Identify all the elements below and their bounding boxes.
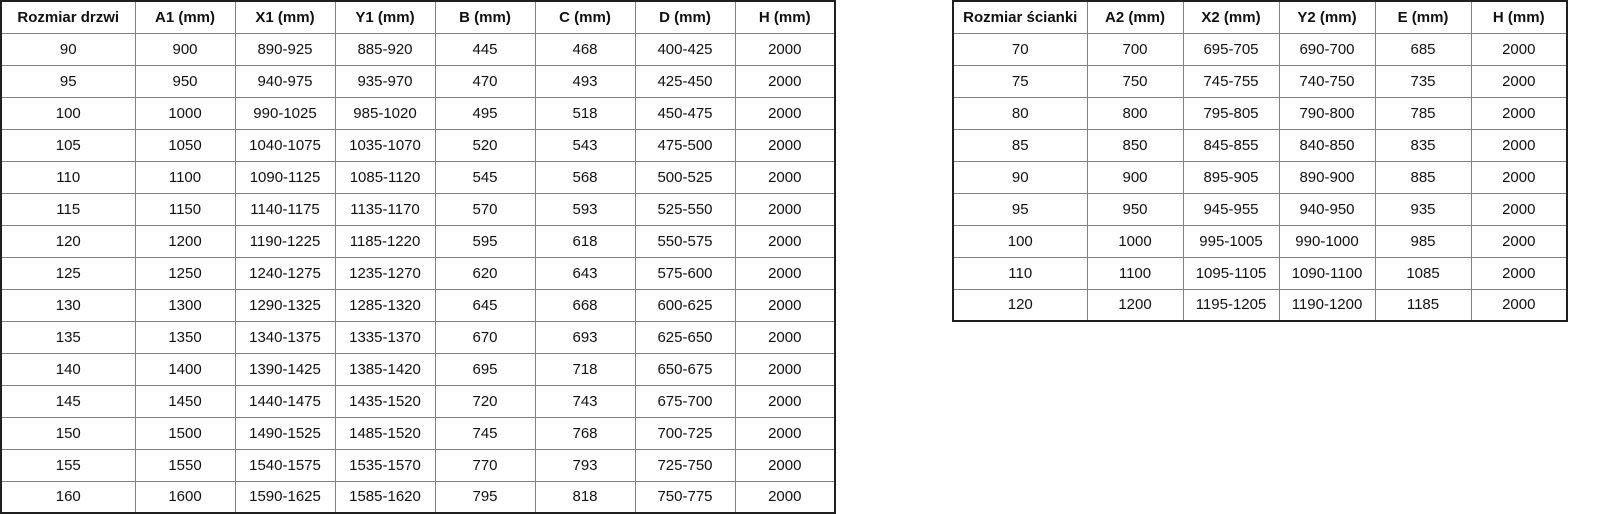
table-cell: 990-1000 — [1279, 225, 1375, 257]
table-cell: 1240-1275 — [235, 257, 335, 289]
column-header: A2 (mm) — [1087, 1, 1183, 33]
table-row — [953, 97, 1567, 129]
table-cell: 1140-1175 — [235, 193, 335, 225]
table-cell: 95 — [1, 65, 135, 97]
table-cell: 120 — [953, 289, 1087, 321]
column-header: B (mm) — [435, 1, 535, 33]
table-cell: 990-1025 — [235, 97, 335, 129]
table-cell: 475-500 — [635, 129, 735, 161]
table-cell: 2000 — [735, 129, 835, 161]
table-cell: 840-850 — [1279, 129, 1375, 161]
table-cell: 625-650 — [635, 321, 735, 353]
table-row — [953, 257, 1567, 289]
table-cell: 1185-1220 — [335, 225, 435, 257]
table-cell: 90 — [1, 33, 135, 65]
table-cell: 643 — [535, 257, 635, 289]
table-cell: 1050 — [135, 129, 235, 161]
table-cell: 740-750 — [1279, 65, 1375, 97]
table-cell: 690-700 — [1279, 33, 1375, 65]
table-cell: 768 — [535, 417, 635, 449]
table-cell: 90 — [953, 161, 1087, 193]
table-cell: 1590-1625 — [235, 481, 335, 513]
table-cell: 2000 — [735, 97, 835, 129]
column-header: H (mm) — [735, 1, 835, 33]
table-cell: 700 — [1087, 33, 1183, 65]
table-cell: 695 — [435, 353, 535, 385]
column-header: D (mm) — [635, 1, 735, 33]
table-cell: 1190-1225 — [235, 225, 335, 257]
table-cell: 750 — [1087, 65, 1183, 97]
table-cell: 795 — [435, 481, 535, 513]
header-row — [953, 1, 1567, 33]
table-row — [1, 321, 835, 353]
table-cell: 80 — [953, 97, 1087, 129]
table-cell: 620 — [435, 257, 535, 289]
table-cell: 2000 — [735, 353, 835, 385]
table-cell: 85 — [953, 129, 1087, 161]
table-cell: 1190-1200 — [1279, 289, 1375, 321]
table-cell: 1000 — [1087, 225, 1183, 257]
table-cell: 135 — [1, 321, 135, 353]
table-cell: 618 — [535, 225, 635, 257]
table-row — [953, 65, 1567, 97]
table-cell: 145 — [1, 385, 135, 417]
column-header: A1 (mm) — [135, 1, 235, 33]
table-row — [1, 449, 835, 481]
table-cell: 520 — [435, 129, 535, 161]
table-cell: 750-775 — [635, 481, 735, 513]
column-header: H (mm) — [1471, 1, 1567, 33]
table-cell: 2000 — [1471, 161, 1567, 193]
table-cell: 1540-1575 — [235, 449, 335, 481]
table-row — [1, 33, 835, 65]
table-cell: 500-525 — [635, 161, 735, 193]
table-row — [1, 353, 835, 385]
table-cell: 468 — [535, 33, 635, 65]
table-cell: 1195-1205 — [1183, 289, 1279, 321]
table-cell: 2000 — [1471, 257, 1567, 289]
table-cell: 100 — [953, 225, 1087, 257]
table-cell: 645 — [435, 289, 535, 321]
table-cell: 950 — [135, 65, 235, 97]
table-cell: 1150 — [135, 193, 235, 225]
table-cell: 1100 — [135, 161, 235, 193]
table-row — [953, 129, 1567, 161]
table-cell: 75 — [953, 65, 1087, 97]
table-cell: 2000 — [1471, 289, 1567, 321]
column-header: X1 (mm) — [235, 1, 335, 33]
header-row — [1, 1, 835, 33]
table-row — [953, 161, 1567, 193]
table-cell: 1335-1370 — [335, 321, 435, 353]
table-cell: 155 — [1, 449, 135, 481]
table-cell: 995-1005 — [1183, 225, 1279, 257]
table-cell: 1585-1620 — [335, 481, 435, 513]
table-cell: 985 — [1375, 225, 1471, 257]
table-cell: 2000 — [1471, 225, 1567, 257]
table-row — [953, 289, 1567, 321]
table-cell: 2000 — [735, 417, 835, 449]
column-header: Rozmiar ścianki — [953, 1, 1087, 33]
table-cell: 1490-1525 — [235, 417, 335, 449]
table-cell: 1400 — [135, 353, 235, 385]
table-cell: 545 — [435, 161, 535, 193]
table-cell: 495 — [435, 97, 535, 129]
table-cell: 1600 — [135, 481, 235, 513]
table-cell: 675-700 — [635, 385, 735, 417]
table-cell: 110 — [1, 161, 135, 193]
table-cell: 1550 — [135, 449, 235, 481]
table-cell: 570 — [435, 193, 535, 225]
table-cell: 1390-1425 — [235, 353, 335, 385]
table-cell: 1085 — [1375, 257, 1471, 289]
table-cell: 2000 — [1471, 129, 1567, 161]
table-cell: 125 — [1, 257, 135, 289]
table-cell: 900 — [1087, 161, 1183, 193]
table-cell: 2000 — [735, 449, 835, 481]
table-cell: 1485-1520 — [335, 417, 435, 449]
table-cell: 2000 — [735, 257, 835, 289]
table-cell: 450-475 — [635, 97, 735, 129]
table-cell: 650-675 — [635, 353, 735, 385]
table-cell: 1100 — [1087, 257, 1183, 289]
table-cell: 1040-1075 — [235, 129, 335, 161]
table-row — [953, 33, 1567, 65]
column-header: Y1 (mm) — [335, 1, 435, 33]
table-cell: 935-970 — [335, 65, 435, 97]
table-cell: 445 — [435, 33, 535, 65]
table-cell: 95 — [953, 193, 1087, 225]
table-cell: 890-925 — [235, 33, 335, 65]
table-cell: 695-705 — [1183, 33, 1279, 65]
column-header: X2 (mm) — [1183, 1, 1279, 33]
table-cell: 115 — [1, 193, 135, 225]
table-cell: 795-805 — [1183, 97, 1279, 129]
table-cell: 745 — [435, 417, 535, 449]
table-row — [953, 225, 1567, 257]
table-cell: 1500 — [135, 417, 235, 449]
table-row — [1, 417, 835, 449]
table-row — [953, 193, 1567, 225]
table-cell: 720 — [435, 385, 535, 417]
table-row — [1, 161, 835, 193]
table-cell: 160 — [1, 481, 135, 513]
table-cell: 1235-1270 — [335, 257, 435, 289]
column-header: Y2 (mm) — [1279, 1, 1375, 33]
table-cell: 2000 — [1471, 33, 1567, 65]
table-cell: 1085-1120 — [335, 161, 435, 193]
table-cell: 1035-1070 — [335, 129, 435, 161]
table-cell: 985-1020 — [335, 97, 435, 129]
table-cell: 885-920 — [335, 33, 435, 65]
table-cell: 70 — [953, 33, 1087, 65]
table-row — [1, 129, 835, 161]
table-cell: 743 — [535, 385, 635, 417]
table-cell: 895-905 — [1183, 161, 1279, 193]
table-cell: 1185 — [1375, 289, 1471, 321]
table-cell: 845-855 — [1183, 129, 1279, 161]
table-cell: 850 — [1087, 129, 1183, 161]
table-cell: 2000 — [735, 385, 835, 417]
table-cell: 1090-1125 — [235, 161, 335, 193]
table-cell: 1285-1320 — [335, 289, 435, 321]
column-header: Rozmiar drzwi — [1, 1, 135, 33]
table-cell: 1350 — [135, 321, 235, 353]
table-cell: 2000 — [735, 225, 835, 257]
table-cell: 1250 — [135, 257, 235, 289]
table-cell: 718 — [535, 353, 635, 385]
table-cell: 1440-1475 — [235, 385, 335, 417]
table-cell: 105 — [1, 129, 135, 161]
table-cell: 940-975 — [235, 65, 335, 97]
table-cell: 800 — [1087, 97, 1183, 129]
table-cell: 1000 — [135, 97, 235, 129]
table-cell: 670 — [435, 321, 535, 353]
table-cell: 568 — [535, 161, 635, 193]
table-cell: 1450 — [135, 385, 235, 417]
table-cell: 1200 — [135, 225, 235, 257]
table-cell: 693 — [535, 321, 635, 353]
table-cell: 1095-1105 — [1183, 257, 1279, 289]
table-cell: 543 — [535, 129, 635, 161]
table-cell: 745-755 — [1183, 65, 1279, 97]
column-header: C (mm) — [535, 1, 635, 33]
table-cell: 595 — [435, 225, 535, 257]
table-cell: 2000 — [1471, 97, 1567, 129]
table-cell: 668 — [535, 289, 635, 321]
table-cell: 1435-1520 — [335, 385, 435, 417]
table-row — [1, 289, 835, 321]
table-cell: 685 — [1375, 33, 1471, 65]
table-cell: 130 — [1, 289, 135, 321]
table-cell: 140 — [1, 353, 135, 385]
table-cell: 700-725 — [635, 417, 735, 449]
table-cell: 2000 — [735, 321, 835, 353]
table-cell: 2000 — [735, 33, 835, 65]
table-cell: 2000 — [735, 481, 835, 513]
table-cell: 725-750 — [635, 449, 735, 481]
table-cell: 735 — [1375, 65, 1471, 97]
table-cell: 900 — [135, 33, 235, 65]
table-cell: 493 — [535, 65, 635, 97]
table-cell: 793 — [535, 449, 635, 481]
table-cell: 890-900 — [1279, 161, 1375, 193]
table-cell: 425-450 — [635, 65, 735, 97]
table-cell: 935 — [1375, 193, 1471, 225]
table-cell: 835 — [1375, 129, 1471, 161]
table-cell: 600-625 — [635, 289, 735, 321]
table-cell: 885 — [1375, 161, 1471, 193]
table-row — [1, 225, 835, 257]
table-row — [1, 193, 835, 225]
table-cell: 575-600 — [635, 257, 735, 289]
table-cell: 400-425 — [635, 33, 735, 65]
wall-panel-sizes-table — [952, 0, 1568, 322]
table-cell: 1200 — [1087, 289, 1183, 321]
table-row — [1, 97, 835, 129]
table-cell: 2000 — [735, 193, 835, 225]
table-cell: 950 — [1087, 193, 1183, 225]
table-cell: 593 — [535, 193, 635, 225]
table-cell: 2000 — [1471, 193, 1567, 225]
table-row — [1, 481, 835, 513]
table-cell: 100 — [1, 97, 135, 129]
table-cell: 818 — [535, 481, 635, 513]
table-cell: 2000 — [735, 289, 835, 321]
table-cell: 785 — [1375, 97, 1471, 129]
table-row — [1, 257, 835, 289]
table-row — [1, 385, 835, 417]
table-cell: 1340-1375 — [235, 321, 335, 353]
table-cell: 518 — [535, 97, 635, 129]
table-cell: 1290-1325 — [235, 289, 335, 321]
table-cell: 2000 — [735, 65, 835, 97]
table-cell: 120 — [1, 225, 135, 257]
table-cell: 1300 — [135, 289, 235, 321]
table-cell: 525-550 — [635, 193, 735, 225]
table-cell: 150 — [1, 417, 135, 449]
table-cell: 770 — [435, 449, 535, 481]
table-cell: 1090-1100 — [1279, 257, 1375, 289]
table-cell: 2000 — [1471, 65, 1567, 97]
table-cell: 790-800 — [1279, 97, 1375, 129]
table-cell: 940-950 — [1279, 193, 1375, 225]
table-cell: 2000 — [735, 161, 835, 193]
table-cell: 1385-1420 — [335, 353, 435, 385]
table-cell: 1535-1570 — [335, 449, 435, 481]
table-cell: 470 — [435, 65, 535, 97]
table-cell: 550-575 — [635, 225, 735, 257]
column-header: E (mm) — [1375, 1, 1471, 33]
table-cell: 1135-1170 — [335, 193, 435, 225]
table-cell: 945-955 — [1183, 193, 1279, 225]
table-row — [1, 65, 835, 97]
table-cell: 110 — [953, 257, 1087, 289]
